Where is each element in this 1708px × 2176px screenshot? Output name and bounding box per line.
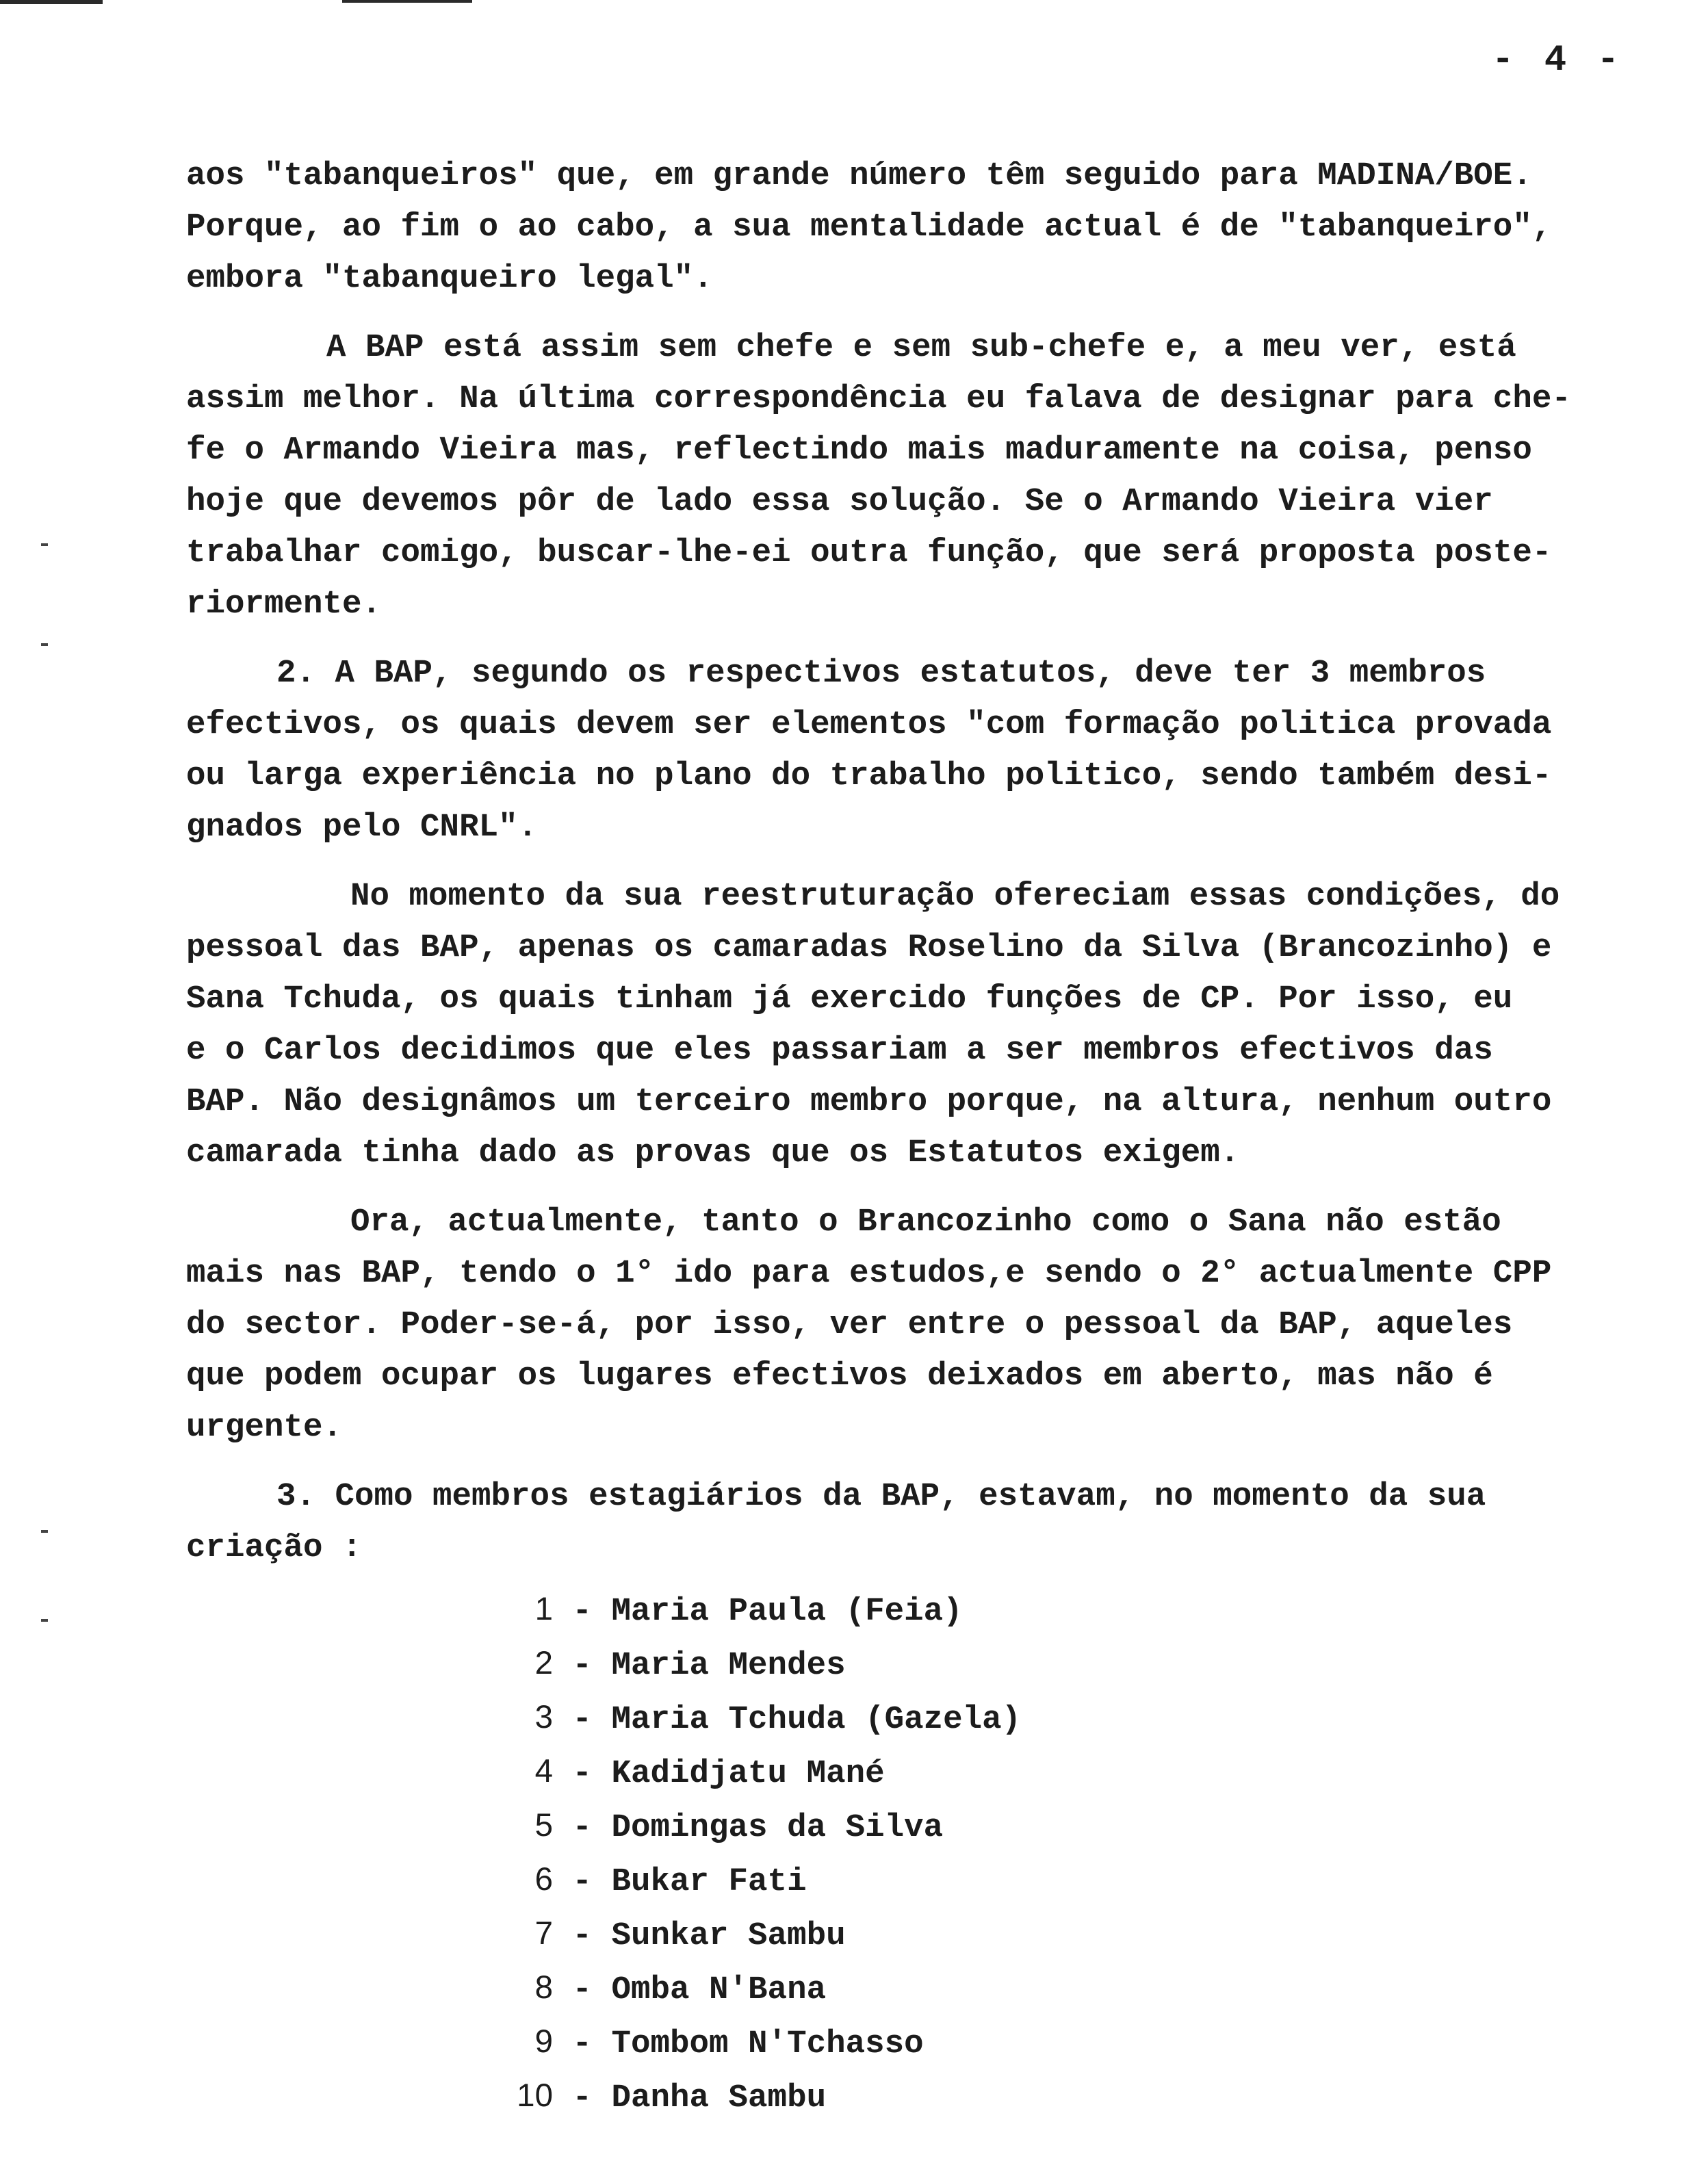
list-item-number: 6 [534,1861,553,1897]
text-line: Sana Tchuda, os quais tinham já exercido funções de CP. Por isso, eu [186,981,1513,1018]
margin-mark [41,643,48,646]
list-item-name: - Domingas da Silva [572,1809,944,1846]
list-item [506,1908,1021,1962]
text-line: efectivos, os quais devem ser elementos "com formação politica provada [186,706,1552,743]
paragraph [186,871,1678,1179]
list-item-name: - Tombom N'Tchasso [572,2025,924,2062]
text-line: urgente. [186,1409,343,1446]
list-item-name: - Sunkar Sambu [572,1917,846,1954]
list-item-name: - Maria Tchuda (Gazela) [572,1701,1022,1738]
paragraph [186,1197,1678,1453]
list-item-name: - Bukar Fati [572,1863,807,1900]
document-body [186,151,1678,1574]
paragraph [186,1471,1678,1574]
members-list [506,1583,1021,2124]
margin-mark [41,543,48,546]
text-line: pessoal das BAP, apenas os camaradas Roselino da Silva (Brancozinho) e [186,929,1552,966]
text-line: fe o Armando Vieira mas, reflectindo mais maduramente na coisa, penso [186,432,1532,469]
text-line: hoje que devemos pôr de lado essa solução. Se o Armando Vieira vier [186,483,1493,520]
text-line: aos "tabanqueiros" que, em grande número têm seguido para MADINA/BOE. [186,157,1532,194]
text-line: e o Carlos decidimos que eles passariam a ser membros efectivos das [186,1032,1493,1069]
list-item-number: 10 [517,2077,553,2114]
top-edge-rule-left [0,0,103,4]
list-item [506,1962,1021,2016]
text-line: Porque, ao fim o ao cabo, a sua mentalidade actual é de "tabanqueiro", [186,209,1552,246]
list-item [506,1583,1021,1637]
list-item-name: - Maria Mendes [572,1647,846,1684]
text-line: embora "tabanqueiro legal". [186,260,713,297]
list-item [506,1800,1021,1854]
list-item [506,2070,1021,2124]
list-item [506,1854,1021,1908]
text-line: 3. Como membros estagiários da BAP, estavam, no momento da sua [276,1478,1486,1515]
paragraph [186,648,1678,853]
text-line: camarada tinha dado as provas que os Estatutos exigem. [186,1135,1240,1171]
text-line: Ora, actualmente, tanto o Brancozinho como o Sana não estão [350,1204,1501,1241]
list-item-number: 3 [534,1699,553,1735]
list-item-number: 1 [534,1591,553,1627]
list-item [506,2016,1021,2070]
text-line: BAP. Não designâmos um terceiro membro porque, na altura, nenhum outro [186,1083,1552,1120]
text-line: riormente. [186,586,382,623]
text-line: 2. A BAP, segundo os respectivos estatutos, deve ter 3 membros [276,655,1486,692]
list-item-name: - Kadidjatu Mané [572,1755,885,1792]
text-line: criação : [186,1529,362,1566]
list-item-number: 2 [534,1645,553,1681]
text-line: ou larga experiência no plano do trabalho politico, sendo também desi- [186,757,1552,794]
page-number: - 4 - [1492,40,1624,81]
margin-mark [41,1530,48,1533]
list-item-number: 4 [534,1753,553,1789]
list-item-number: 9 [534,2023,553,2060]
text-line: A BAP está assim sem chefe e sem sub-chefe e, a meu ver, está [326,329,1516,366]
list-item-name: - Omba N'Bana [572,1971,827,2008]
text-line: mais nas BAP, tendo o 1° ido para estudos,e sendo o 2° actualmente CPP [186,1255,1552,1292]
text-line: trabalhar comigo, buscar-lhe-ei outra função, que será proposta poste- [186,534,1552,571]
text-line: gnados pelo CNRL". [186,809,538,846]
list-item-name: - Maria Paula (Feia) [572,1593,963,1630]
list-item [506,1692,1021,1746]
text-line: que podem ocupar os lugares efectivos deixados em aberto, mas não é [186,1358,1493,1395]
top-edge-rule-center [342,0,472,3]
list-item-name: - Danha Sambu [572,2080,827,2116]
text-line: assim melhor. Na última correspondência eu falava de designar para che- [186,380,1571,417]
list-item-number: 8 [534,1969,553,2006]
paragraph [186,322,1678,630]
list-item-number: 5 [534,1807,553,1843]
list-item [506,1637,1021,1692]
text-line: No momento da sua reestruturação ofereciam essas condições, do [350,878,1560,915]
list-item [506,1746,1021,1800]
margin-mark [41,1619,48,1622]
text-line: do sector. Poder-se-á, por isso, ver entre o pessoal da BAP, aqueles [186,1306,1513,1343]
list-item-number: 7 [534,1915,553,1952]
paragraph [186,151,1678,305]
